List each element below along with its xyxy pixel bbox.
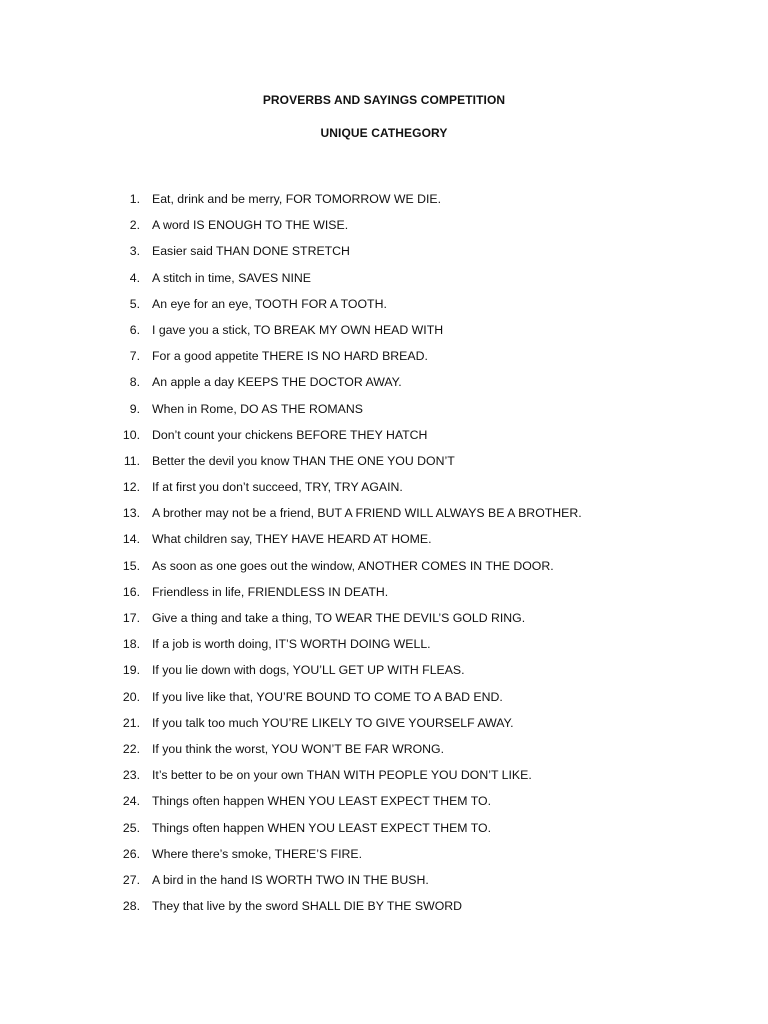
list-item	[0, 872, 768, 898]
list-item-text: If you live like that, YOU’RE BOUND TO COME TO A BAD END.	[152, 689, 503, 704]
list-item	[0, 531, 768, 557]
list-item-text: An apple a day KEEPS THE DOCTOR AWAY.	[152, 375, 402, 390]
list-item-number: 6.	[129, 322, 140, 337]
list-item	[0, 401, 768, 427]
list-item	[0, 217, 768, 243]
list-item-number: 13.	[122, 506, 140, 521]
list-item	[0, 662, 768, 688]
list-item-text: What children say, THEY HAVE HEARD AT HOME.	[152, 532, 432, 547]
list-item-number: 2.	[129, 218, 140, 233]
list-item	[0, 610, 768, 636]
list-item-number: 4.	[129, 270, 140, 285]
list-item-text: It’s better to be on your own THAN WITH PEOPLE YOU DON’T LIKE.	[152, 768, 532, 783]
list-item-text: When in Rome, DO AS THE ROMANS	[152, 401, 363, 416]
list-item	[0, 820, 768, 846]
list-item	[0, 243, 768, 269]
list-item-number: 23.	[122, 768, 140, 783]
list-item-text: If you talk too much YOU’RE LIKELY TO GIVE YOURSELF AWAY.	[152, 715, 514, 730]
list-item	[0, 191, 768, 217]
list-item	[0, 505, 768, 531]
list-item-text: A bird in the hand IS WORTH TWO IN THE BUSH.	[152, 872, 429, 887]
list-item	[0, 636, 768, 662]
list-item-text: A word IS ENOUGH TO THE WISE.	[152, 218, 349, 233]
list-item-number: 8.	[129, 375, 140, 390]
list-item-text: I gave you a stick, TO BREAK MY OWN HEAD WITH	[152, 322, 444, 337]
list-item-number: 24.	[122, 794, 140, 809]
list-item-number: 9.	[129, 401, 140, 416]
list-item	[0, 898, 768, 924]
list-item-number: 10.	[122, 427, 140, 442]
list-item	[0, 584, 768, 610]
list-item-number: 22.	[122, 741, 140, 756]
proverb-list	[0, 191, 768, 924]
list-item-number: 5.	[129, 296, 140, 311]
list-item-text: Give a thing and take a thing, TO WEAR THE DEVIL’S GOLD RING.	[152, 611, 526, 625]
list-item-text: If you think the worst, YOU WON’T BE FAR WRONG.	[152, 741, 445, 756]
list-item	[0, 453, 768, 479]
list-item	[0, 793, 768, 819]
list-item-number: 17.	[122, 611, 140, 625]
list-item-text: Better the devil you know THAN THE ONE YOU DON’T	[152, 453, 455, 468]
list-item-number: 11.	[123, 453, 140, 468]
list-item-text: Friendless in life, FRIENDLESS IN DEATH.	[152, 584, 389, 599]
list-item	[0, 767, 768, 793]
list-item-text: Eat, drink and be merry, FOR TOMORROW WE DIE.	[152, 192, 442, 206]
list-item-text: Easier said THAN DONE STRETCH	[152, 244, 350, 259]
list-item	[0, 689, 768, 715]
list-item	[0, 741, 768, 767]
list-item-number: 1.	[129, 192, 140, 206]
list-item-text: For a good appetite THERE IS NO HARD BREAD.	[152, 349, 428, 364]
list-item-number: 19.	[122, 663, 140, 678]
list-item	[0, 479, 768, 505]
list-item-text: As soon as one goes out the window, ANOTHER COMES IN THE DOOR.	[152, 558, 554, 573]
list-item	[0, 296, 768, 322]
list-item	[0, 322, 768, 348]
list-item-text: An eye for an eye, TOOTH FOR A TOOTH.	[152, 296, 387, 311]
list-item-number: 18.	[122, 637, 140, 652]
list-item-text: A stitch in time, SAVES NINE	[152, 270, 312, 285]
list-item-number: 27.	[122, 872, 140, 887]
list-item-number: 21.	[122, 715, 140, 730]
list-item	[0, 715, 768, 741]
list-item-text: If a job is worth doing, IT’S WORTH DOING WELL.	[152, 637, 431, 652]
list-item	[0, 558, 768, 584]
list-item	[0, 270, 768, 296]
list-item-number: 25.	[122, 820, 140, 835]
list-item-number: 3.	[129, 244, 140, 259]
list-item	[0, 427, 768, 453]
list-item-text: Don’t count your chickens BEFORE THEY HATCH	[152, 427, 428, 442]
list-item-number: 16.	[122, 584, 140, 599]
document-subtitle: UNIQUE CATHEGORY	[320, 126, 448, 140]
list-item-number: 20.	[122, 689, 140, 704]
list-item-number: 15.	[122, 558, 140, 573]
list-item-number: 7.	[129, 349, 140, 364]
list-item-number: 14.	[122, 532, 140, 547]
list-item-text: Things often happen WHEN YOU LEAST EXPECT THEM TO.	[152, 820, 491, 835]
document-title: PROVERBS AND SAYINGS COMPETITION	[262, 93, 506, 107]
list-item-text: Things often happen WHEN YOU LEAST EXPECT THEM TO.	[152, 794, 491, 809]
list-item-text: They that live by the sword SHALL DIE BY THE SWORD	[152, 899, 463, 914]
list-item	[0, 846, 768, 872]
list-item-text: A brother may not be a friend, BUT A FRIEND WILL ALWAYS BE A BROTHER.	[152, 506, 582, 521]
list-item-number: 12.	[122, 480, 140, 495]
list-item	[0, 348, 768, 374]
list-item-number: 26.	[122, 846, 140, 861]
list-item-text: Where there’s smoke, THERE’S FIRE.	[152, 846, 363, 861]
list-item-text: If at first you don’t succeed, TRY, TRY AGAIN.	[152, 480, 403, 495]
list-item-number: 28.	[122, 899, 140, 914]
list-item-text: If you lie down with dogs, YOU’LL GET UP WITH FLEAS.	[152, 663, 465, 678]
list-item	[0, 374, 768, 400]
